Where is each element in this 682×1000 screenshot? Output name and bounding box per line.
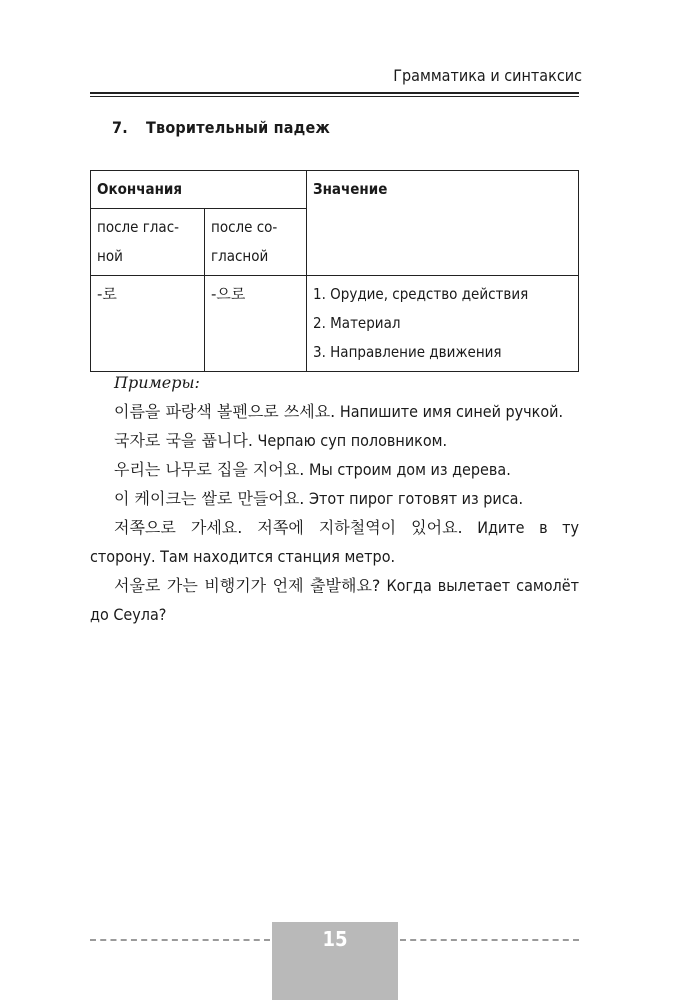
after-consonant-line1: после со-: [211, 218, 278, 236]
example-sentence: [90, 426, 579, 455]
header-rule-thin: [90, 96, 579, 97]
after-vowel-line1: после глас-: [97, 218, 179, 236]
example-sentence: [90, 455, 579, 484]
grammar-table: [90, 170, 579, 372]
section-number: 7.: [112, 118, 128, 137]
example-sentence: [90, 397, 579, 426]
meanings-cell: [307, 276, 579, 372]
examples-section: [90, 368, 579, 629]
example-russian: Когда вылетает самолёт до Сеула?: [90, 576, 580, 624]
example-russian: Мы строим дом из дерева.: [308, 460, 511, 479]
meaning-header: Значение: [307, 171, 579, 276]
example-korean: 서울로 가는 비행기가 언제 출발해요?: [114, 576, 381, 595]
table-row: [91, 276, 579, 372]
after-consonant-line2: гласной: [211, 247, 269, 265]
page-number: 15: [272, 922, 398, 1000]
example-korean: 우리는 나무로 집을 지어요.: [114, 460, 305, 479]
footer-dash-right: [400, 939, 579, 941]
example-sentence: [90, 571, 579, 629]
endings-header: Окончания: [91, 171, 307, 209]
after-vowel-header: [91, 209, 205, 276]
meaning-item: 2. Материал: [313, 314, 401, 332]
example-russian: Этот пирог готовят из риса.: [308, 489, 524, 508]
example-sentence: [90, 484, 579, 513]
ending-vowel: -로: [91, 276, 205, 372]
meaning-item: 3. Направление движения: [313, 343, 502, 361]
example-sentence: [90, 513, 579, 571]
example-korean: 저쪽으로 가세요. 저쪽에 지하철역이 있어요.: [114, 518, 463, 537]
footer-dash-left: [90, 939, 270, 941]
example-korean: 국자로 국을 풉니다.: [114, 431, 253, 450]
meaning-item: 1. Орудие, средство действия: [313, 285, 529, 303]
section-title: [112, 118, 330, 137]
example-korean: 이 케이크는 쌀로 만들어요.: [114, 489, 305, 508]
example-russian: Идите в ту сторону. Там находится станция метро.: [90, 518, 579, 566]
after-consonant-header: [205, 209, 307, 276]
header-rule: [90, 92, 579, 94]
examples-label: Примеры:: [114, 373, 200, 392]
ending-consonant: -으로: [205, 276, 307, 372]
running-head: Грамматика и синтаксис: [393, 66, 582, 85]
example-russian: Черпаю суп половником.: [257, 431, 448, 450]
example-korean: 이름을 파랑색 볼펜으로 쓰세요.: [114, 402, 336, 421]
after-vowel-line2: ной: [97, 247, 123, 265]
section-title-text: Творительный падеж: [146, 118, 330, 137]
example-russian: Напишите имя синей ручкой.: [339, 402, 564, 421]
table-row: [91, 171, 579, 209]
